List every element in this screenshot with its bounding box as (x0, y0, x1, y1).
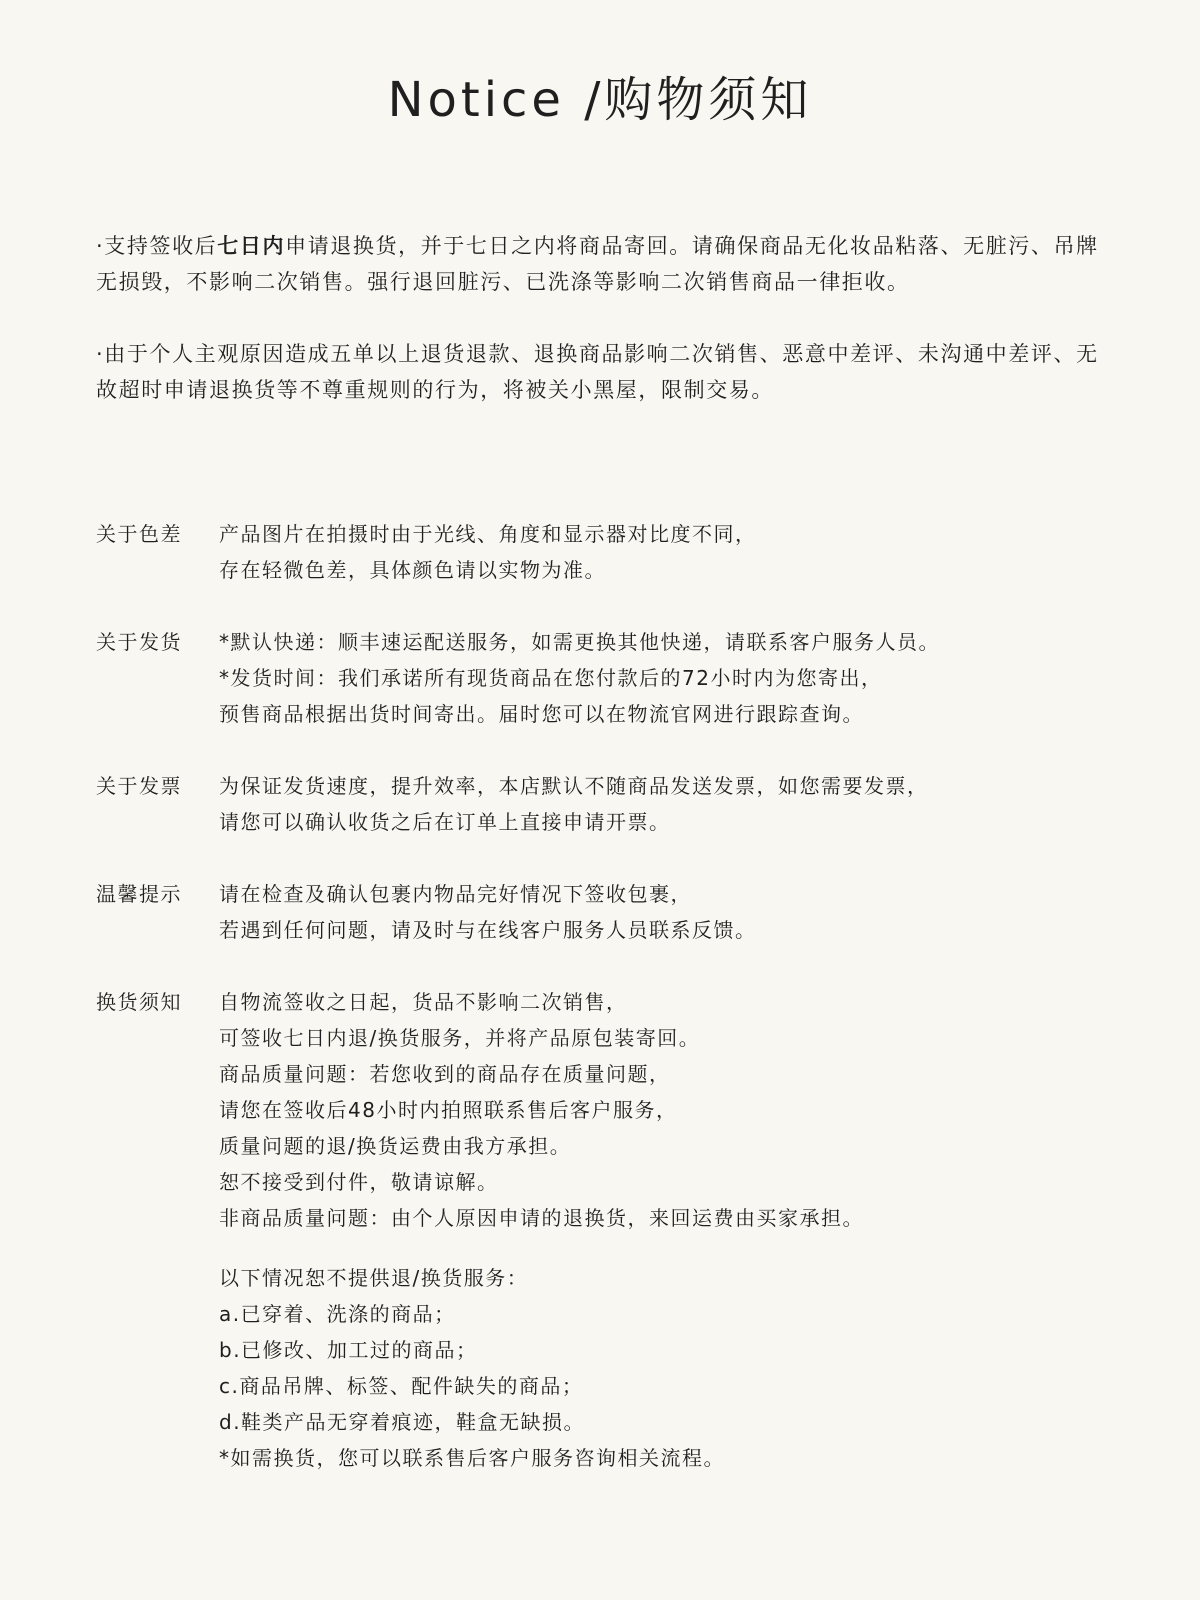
content-line: *默认快递：顺丰速运配送服务，如需更换其他快递，请联系客户服务人员。 (219, 630, 940, 654)
content-line: 请您在签收后48小时内拍照联系售后客户服务， (219, 1098, 678, 1122)
section-label: 关于色差 (96, 522, 182, 546)
section-content (219, 516, 1099, 588)
exclusion-item: b.已修改、加工过的商品； (219, 1338, 478, 1362)
content-line: 自物流签收之日起，货品不影响二次销售， (219, 990, 628, 1014)
exclusion-item: c.商品吊牌、标签、配件缺失的商品； (219, 1374, 584, 1398)
content-line: 预售商品根据出货时间寄出。届时您可以在物流官网进行跟踪查询。 (219, 702, 864, 726)
content-line: 商品质量问题：若您收到的商品存在质量问题， (219, 1062, 671, 1086)
spacer (219, 1236, 1099, 1260)
exchange-contact-note: *如需换货，您可以联系售后客户服务咨询相关流程。 (219, 1446, 725, 1470)
content-line: 质量问题的退/换货运费由我方承担。 (219, 1134, 572, 1158)
page-title: Notice /购物须知 (387, 72, 813, 128)
section-label: 换货须知 (96, 990, 182, 1014)
section-content (219, 768, 1099, 840)
section-content (219, 876, 1099, 948)
policy-prefix: ·支持签收后 (96, 234, 218, 258)
content-line: *发货时间：我们承诺所有现货商品在您付款后的72小时内为您寄出， (219, 666, 883, 690)
exclusion-item: d.鞋类产品无穿着痕迹，鞋盒无缺损。 (219, 1410, 586, 1434)
section-content (219, 984, 1099, 1476)
exclusions-heading: 以下情况恕不提供退/换货服务： (219, 1266, 529, 1290)
content-line: 可签收七日内退/换货服务，并将产品原包装寄回。 (219, 1026, 701, 1050)
section-content (219, 624, 1099, 732)
content-line: 恕不接受到付件，敬请谅解。 (219, 1170, 499, 1194)
content-line: 若遇到任何问题，请及时与在线客户服务人员联系反馈。 (219, 918, 757, 942)
content-line: 非商品质量问题：由个人原因申请的退换货，来回运费由买家承担。 (219, 1206, 864, 1230)
content-line: 存在轻微色差，具体颜色请以实物为准。 (219, 558, 606, 582)
exclusion-item: a.已穿着、洗涤的商品； (219, 1302, 456, 1326)
abuse-policy-paragraph: ·由于个人主观原因造成五单以上退货退款、退换商品影响二次销售、恶意中差评、未沟通中差评、无故超时申请退换货等不尊重规则的行为，将被关小黑屋，限制交易。 (96, 342, 1099, 402)
section-label: 关于发货 (96, 630, 182, 654)
return-policy-paragraph (96, 228, 1106, 300)
content-line: 产品图片在拍摄时由于光线、角度和显示器对比度不同， (219, 522, 757, 546)
policy-rest: 申请退换货，并于七日之内将商品寄回。请确保商品无化妆品粘落、无脏污、吊牌无损毁，不影响二次销售。强行退回脏污、已洗涤等影响二次销售商品一律拒收。 (96, 234, 1099, 294)
section-label: 关于发票 (96, 774, 182, 798)
content-line: 请您可以确认收货之后在订单上直接申请开票。 (219, 810, 671, 834)
content-line: 请在检查及确认包裹内物品完好情况下签收包裹， (219, 882, 692, 906)
seven-day-highlight: 七日内 (217, 234, 286, 258)
section-label: 温馨提示 (96, 882, 182, 906)
content-line: 为保证发货速度，提升效率，本店默认不随商品发送发票，如您需要发票， (219, 774, 929, 798)
